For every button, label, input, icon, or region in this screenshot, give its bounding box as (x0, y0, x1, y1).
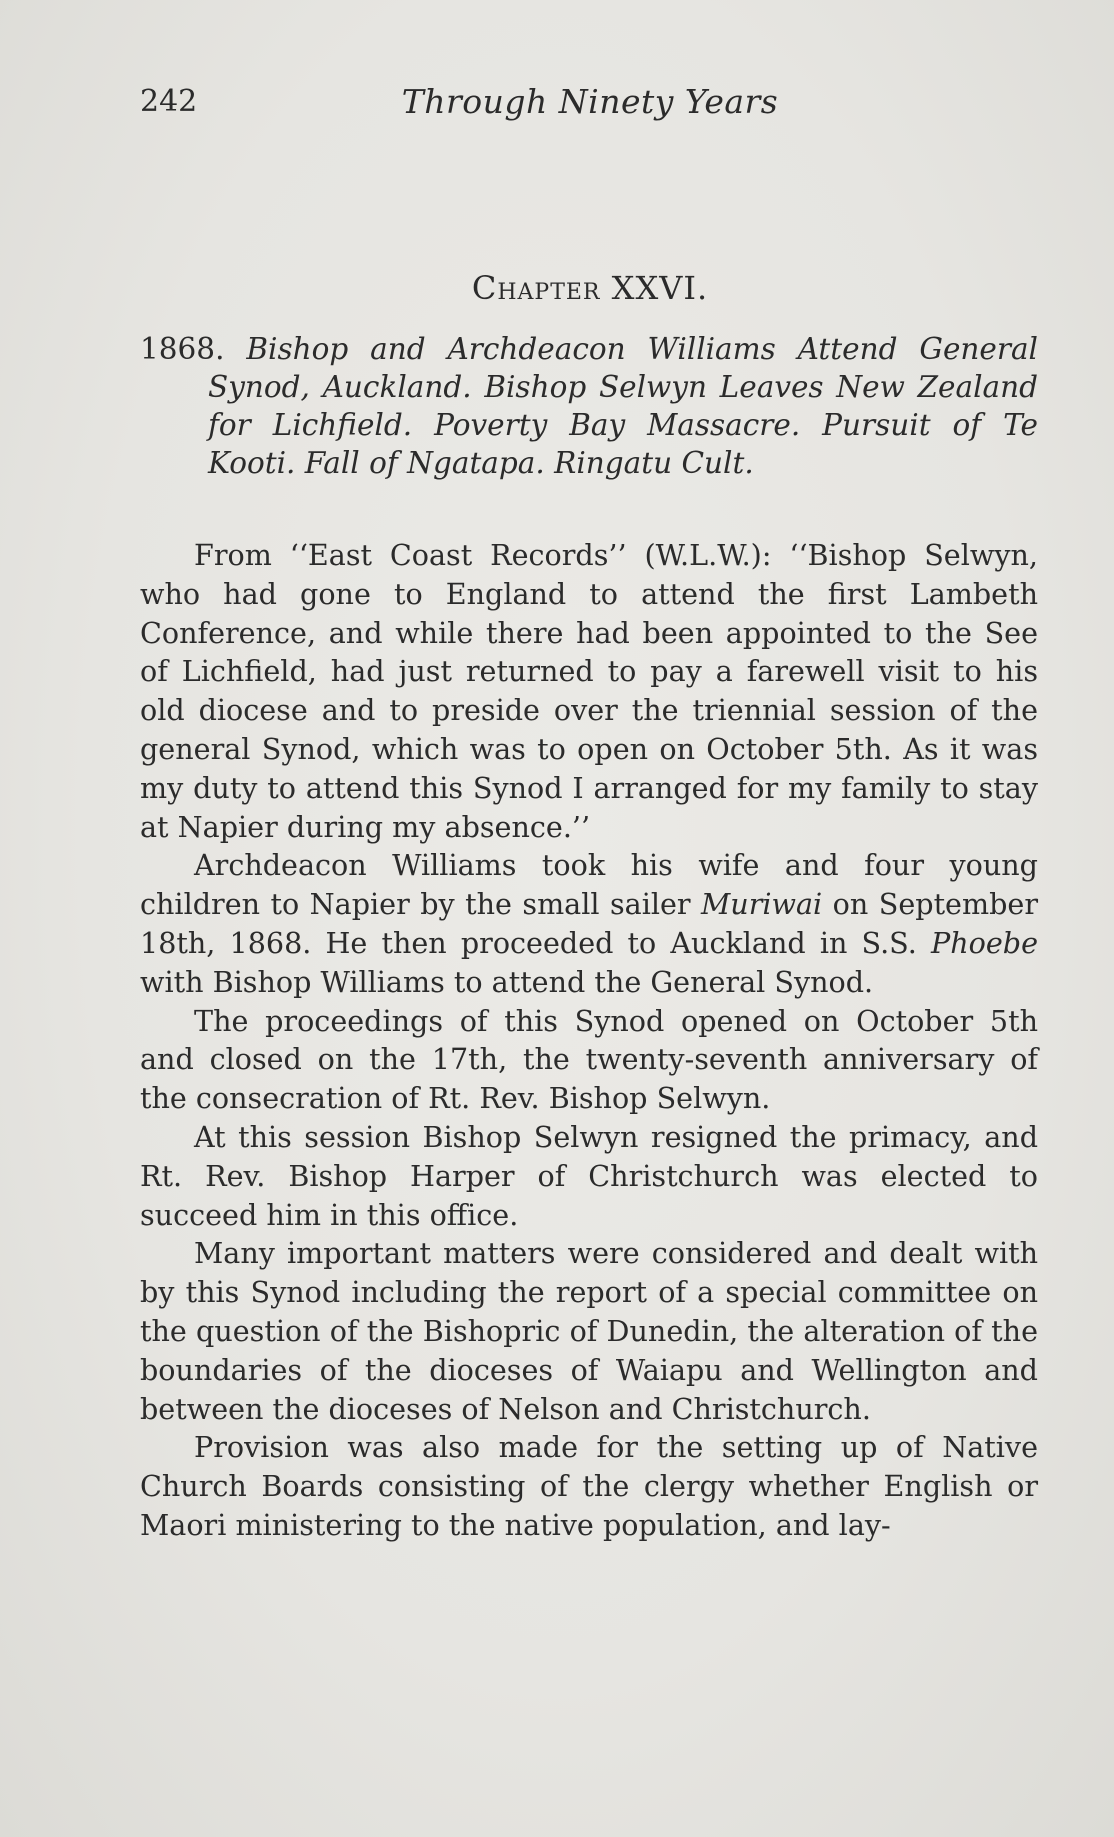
paragraph-2 (140, 846, 1038, 1001)
paragraph-5: Many important matters were considered and dealt with by this Synod including the report of a special committee on the question of the Bishopric of Dunedin, the alteration of the boundaries of the dioceses of Waiapu and Wellington and between the dioceses of Nelson and Christchurch. (140, 1236, 1038, 1426)
paragraph-3: The proceedings of this Synod opened on October 5th and closed on the 17th, the twenty-seventh anniversary of the consecration of Rt. Rev. Bishop Selwyn. (140, 1003, 1038, 1116)
page-header (140, 80, 1040, 124)
paragraph-2-part-a: Archdeacon Williams took his wife and four young children to Napier by the small sailer (140, 848, 1038, 922)
body-text (140, 536, 1038, 1545)
paragraph-4: At this session Bishop Selwyn resigned the primacy, and Rt. Rev. Bishop Harper of Christchurch was elected to succeed him in this office. (140, 1119, 1038, 1232)
paragraph-6: Provision was also made for the setting up of Native Church Boards consisting of the clergy whether English or Maori ministering to the native population, and lay- (140, 1430, 1038, 1542)
ship-name-muriwai: Muriwai (701, 887, 823, 922)
paragraph-1: From ‘‘East Coast Records’’ (W.L.W.): ‘‘Bishop Selwyn, who had gone to England to attend the first Lambeth Conference, and while there had been appointed to the See of Lichfield, had just returned to pay a farewell visit to his old diocese and to preside over the triennial session of the general Synod, which was to open on October 5th. As it was my duty to attend this Synod I arranged for my family to stay at Napier during my absence.’’ (140, 538, 1038, 844)
running-title: Through Ninety Years (401, 82, 779, 121)
chapter-heading: Chapter XXVI. (471, 269, 709, 307)
paragraph-2-part-b: on September 18th, 1868. He then proceeded to Auckland in S.S. (140, 887, 1038, 960)
page-number: 242 (140, 84, 198, 119)
synopsis-year: 1868. (140, 332, 225, 366)
ship-name-phoebe: Phoebe (930, 925, 1038, 960)
paragraph-2-part-c: with Bishop Williams to attend the General Synod. (140, 964, 874, 999)
synopsis-topics: Bishop and Archdeacon Williams Attend General Synod, Auckland. Bishop Selwyn Leaves New Zealand for Lichfield. Poverty Bay Massacre. Pursuit of Te Kooti. Fall of Ngatapa. Ringatu Cult. (208, 332, 1038, 480)
chapter-synopsis (140, 330, 1038, 482)
